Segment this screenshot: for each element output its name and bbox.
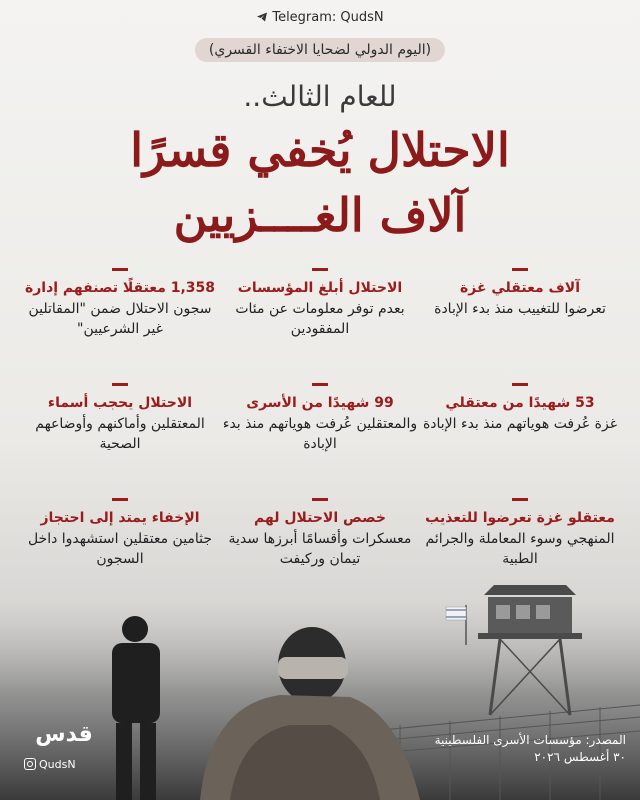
source-date: ٣٠ أغسطس ٢٠٢٦ — [534, 750, 626, 765]
fact-card — [420, 383, 620, 498]
accent-mark — [312, 498, 328, 501]
source-line: المصدر: مؤسسات الأسرى الفلسطينية — [434, 733, 626, 747]
subtitle: للعام الثالث.. — [243, 80, 397, 113]
fact-lead: آلاف معتقلي غزة — [459, 280, 580, 296]
fact-body: معسكرات وأقسامًا أبرزها سدية تيمان وركيفت — [228, 530, 412, 567]
fact-lead: 53 شهيدًا من معتقلي — [445, 395, 595, 411]
instagram-handle-text: QudsN — [39, 758, 76, 771]
accent-mark — [112, 268, 128, 271]
fact-card — [20, 268, 220, 383]
fact-body: المعتقلين وأماكنهم وأوضاعهم الصحية — [35, 415, 205, 452]
fact-body: تعرضوا للتغييب منذ بدء الإبادة — [434, 300, 606, 317]
fact-lead: 1,358 معتقلًا تصنفهم إدارة — [24, 280, 216, 296]
headline-line-2: آلاف الغــــزيين — [173, 188, 467, 242]
fact-card — [20, 383, 220, 498]
fact-body: جثامين معتقلين استشهدوا داخل السجون — [27, 530, 213, 567]
fact-lead: 99 شهيدًا من الأسرى — [246, 395, 394, 411]
telegram-handle-text: Telegram: QudsN — [272, 10, 384, 25]
instagram-icon — [24, 758, 36, 770]
fact-body: سجون الاحتلال ضمن "المقاتلين غير الشرعيين" — [28, 300, 212, 337]
accent-mark — [312, 268, 328, 271]
fact-lead: خصص الاحتلال لهم — [253, 510, 386, 526]
accent-mark — [512, 383, 528, 386]
fact-body: غزة عُرفت هوياتهم منذ بدء الإبادة — [422, 415, 618, 432]
accent-mark — [312, 383, 328, 386]
prison-scene-image — [0, 585, 640, 800]
accent-mark — [512, 268, 528, 271]
accent-mark — [112, 383, 128, 386]
telegram-icon — [256, 11, 268, 27]
fact-body: بعدم توفر معلومات عن مئات المفقودين — [235, 300, 405, 337]
accent-mark — [112, 498, 128, 501]
fact-card — [420, 268, 620, 383]
telegram-channel-label[interactable] — [0, 10, 640, 27]
headline-line-1: الاحتلال يُخفي قسرًا — [130, 123, 510, 177]
occasion-tag: (اليوم الدولي لضحايا الاختفاء القسري) — [195, 38, 445, 62]
fact-lead: معتقلو غزة تعرضوا للتعذيب — [425, 510, 615, 526]
accent-mark — [512, 498, 528, 501]
source-note — [426, 732, 626, 767]
fact-lead: الإخفاء يمتد إلى احتجاز — [40, 510, 200, 526]
instagram-handle[interactable] — [24, 758, 76, 771]
fact-lead: الاحتلال يحجب أسماء — [47, 395, 193, 411]
quds-logo: قدس — [35, 722, 93, 747]
fact-card — [220, 268, 420, 383]
fact-body: المنهجي وسوء المعاملة والجرائم الطبية — [425, 530, 615, 567]
fact-body: والمعتقلين عُرفت هوياتهم منذ بدء الإبادة — [222, 415, 418, 452]
fact-lead: الاحتلال أبلغ المؤسسات — [237, 280, 403, 296]
fact-card — [220, 383, 420, 498]
